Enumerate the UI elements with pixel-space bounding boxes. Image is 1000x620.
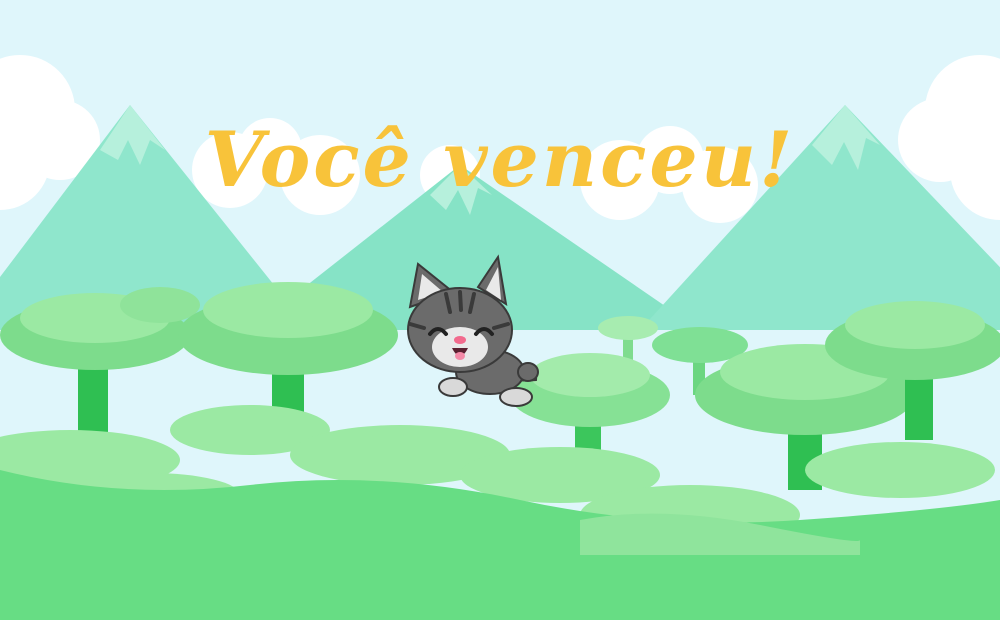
win-message: Você venceu! [204, 115, 796, 204]
gray-tabby-kitten-icon [398, 252, 548, 412]
